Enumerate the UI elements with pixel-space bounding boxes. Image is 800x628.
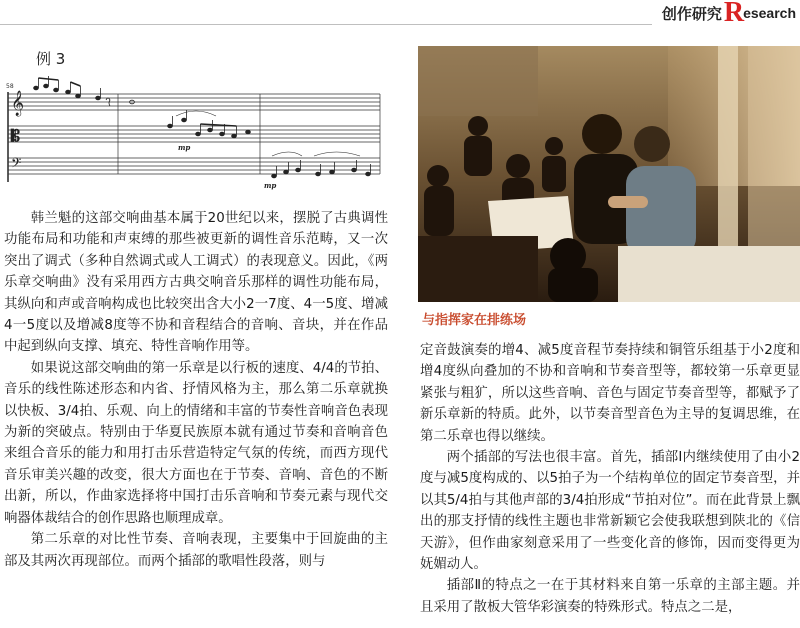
svg-text:𝄢: 𝄢	[11, 155, 22, 174]
music-score-excerpt	[2, 74, 388, 194]
dynamic-mark: mp	[178, 143, 191, 152]
tempo-mark: 58	[6, 83, 14, 90]
section-label	[662, 0, 796, 26]
section-title-en: esearch	[743, 5, 796, 21]
left-column-text	[4, 208, 388, 572]
paragraph: 插部Ⅱ的特点之一在于其材料来自第一乐章的主部主题。并且采用了散板大管华彩演奏的特殊形式。特点之二是，	[420, 578, 800, 615]
dynamic-mark: mp	[264, 181, 277, 190]
example-label: 例 3	[36, 50, 66, 68]
paragraph: 如果说这部交响曲的第一乐章是以行板的速度、4/4的节拍、音乐的线性陈述形态和内省、抒情风格为主，那么第二乐章就换以快板、3/4拍、乐观、向上的情绪和丰富的节奏性音响音色表现为新的突破点。特别由于华夏民族原本就有通过节奏和音响音色来组合音乐的能力和用打击乐营造特定气氛的传统，而西方现代音乐审美兴趣的改变，很大方面也在于节奏、音响、音色的不断出新，所以，作曲家选择将中国打击乐音响和节奏元素与现代交响器体裁结合的创作思路也顺理成章。	[4, 360, 388, 526]
rehearsal-photo	[418, 46, 800, 302]
section-title-cn: 创作研究	[661, 4, 722, 23]
paragraph: 定音鼓演奏的增4、减5度音程节奏持续和铜管乐组基于小2度和增4度纵向叠加的不协和音响和节奏音型等，都较第一乐章更显紧张与粗犷，所以这些音响、音色与固定节奏音型等，都赋予了新乐章新的特质。此外，以节奏音型音色为主导的复调思维，在第二乐章也得以继续。	[420, 343, 800, 444]
staff-treble	[8, 94, 380, 110]
svg-text:𝄡: 𝄡	[11, 126, 20, 145]
paragraph: 韩兰魁的这部交响曲基本属于20世纪以来，摆脱了古典调性功能布局和功能和声束缚的那些被更新的调性音乐范畴，又一次突出了调式（多种自然调式或人工调式）的表现意义。因此，《两乐章交响曲》没有采用西方古典交响音乐那样的调性功能布局，其纵向和声或音响构成也比较突出含大小2一7度、4一5度、增减4一5度以及增减8度等不协和音程结合的音响、音块，并在作品中起到纵向支撑、填充、特性音响作用等。	[4, 211, 388, 355]
header-rule	[0, 24, 652, 25]
paragraph: 第二乐章的对比性节奏、音响表现，主要集中于回旋曲的主部及其两次再现部位。而两个插部的歌唱性段落，则与	[4, 532, 388, 569]
svg-text:𝄞: 𝄞	[11, 91, 25, 116]
staff-bass	[8, 158, 380, 174]
section-r-letter: R	[723, 0, 745, 28]
staff-alto	[8, 126, 380, 142]
right-column-text	[420, 340, 800, 618]
page-header	[0, 0, 800, 26]
photo-caption: 与指挥家在排练场	[422, 313, 527, 328]
paragraph: 两个插部的写法也很丰富。首先，插部Ⅰ内继续使用了由小2度与减5度构成的、以5拍子为一个结构单位的固定节奏音型，并以其5/4拍与其他声部的3/4拍形成“节拍对位”。而在此背景上飘出的那支抒情的线性主题也非常新颖它会使我联想到陕北的《信天游》，但作曲家刻意采用了一些变化音的修饰，因而变得更为妩媚动人。	[420, 450, 800, 573]
